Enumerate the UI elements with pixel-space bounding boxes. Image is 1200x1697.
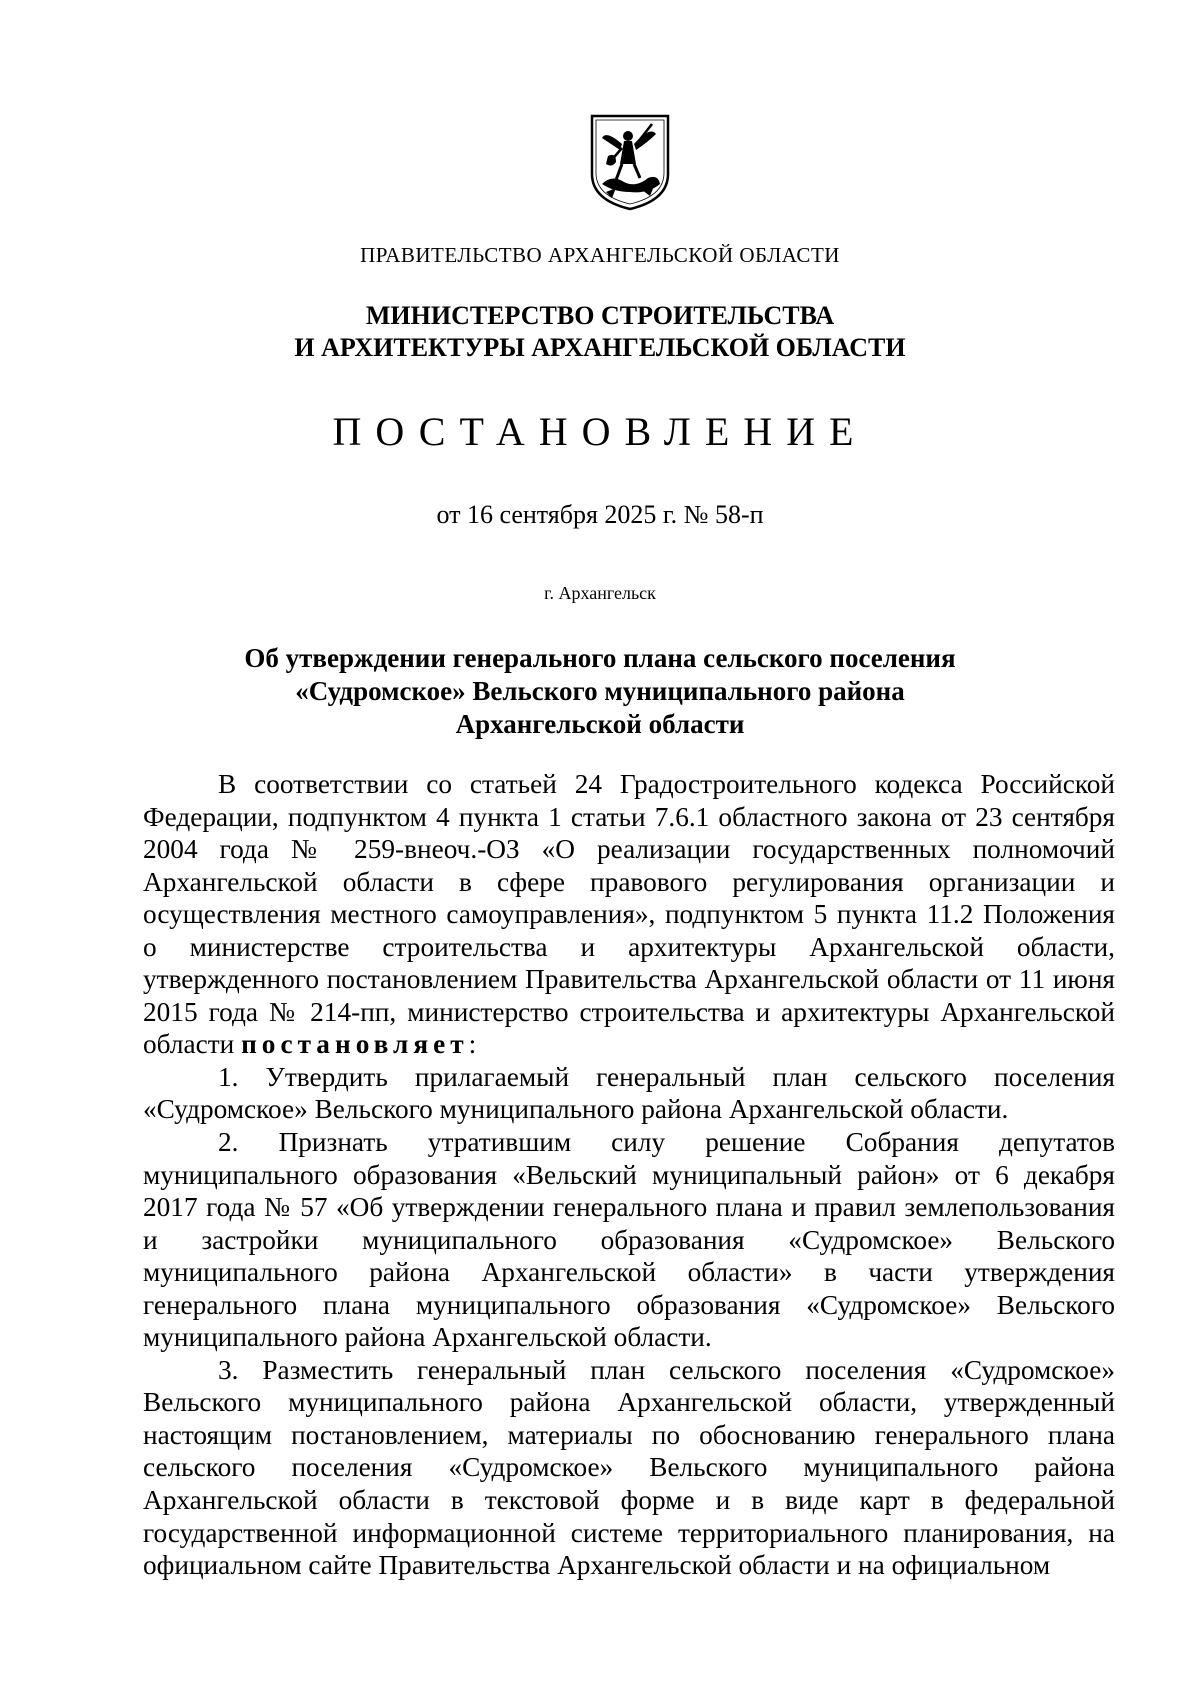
item-2-paragraph: 2. Признать утратившим силу решение Собрания депутатов муниципального образования «Вельский муниципальный район» от 6 декабря 2017 года № 57 «Об утверждении генерального плана и правил землепользования и застройки муниципального образования «Судромское» Вельского муниципального района Архангельской области» в части утверждения генерального плана муниципального образования «Судромское» Вельского муниципального района Архангельской области. bbox=[143, 1127, 1115, 1353]
ministry-name-line2: И АРХИТЕКТУРЫ АРХАНГЕЛЬСКОЙ ОБЛАСТИ bbox=[294, 333, 906, 362]
document-date-number: от 16 сентября 2025 г. № 58-п bbox=[436, 500, 764, 529]
ministry-name bbox=[0, 300, 1200, 364]
item-3-paragraph: 3. Разместить генеральный план сельского поселения «Судромское» Вельского муниципального района Архангельской области, утвержденный настоящим постановлением, материалы по обоснованию генерального плана сельского поселения «Судромское» Вельского муниципального района Архангельской области в текстовой форме и в виде карт в федеральной государственной информационной системе территориального планирования, на официальном сайте Правительства Архангельской области и на официальном bbox=[143, 1354, 1115, 1581]
document-title-line1: Об утверждении генерального плана сельского поселения bbox=[244, 643, 956, 673]
ministry-name-line1: МИНИСТЕРСТВО СТРОИТЕЛЬСТВА bbox=[365, 301, 835, 330]
preamble-paragraph bbox=[143, 768, 1115, 1061]
document-city: г. Архангельск bbox=[544, 583, 656, 603]
item-1-paragraph: 1. Утвердить прилагаемый генеральный план сельского поселения «Судромское» Вельского муниципального района Архангельской области. bbox=[143, 1061, 1115, 1125]
coat-of-arms-emblem bbox=[586, 112, 674, 212]
resolves-colon: : bbox=[468, 1029, 477, 1060]
resolves-word: постановляет bbox=[241, 1029, 469, 1060]
government-name: ПРАВИТЕЛЬСТВО АРХАНГЕЛЬСКОЙ ОБЛАСТИ bbox=[360, 243, 840, 267]
document-title-line2: «Судромское» Вельского муниципального района bbox=[295, 676, 905, 706]
document-body bbox=[143, 768, 1115, 1582]
document-title bbox=[0, 642, 1200, 741]
document-type: ПОСТАНОВЛЕНИЕ bbox=[332, 409, 868, 454]
preamble-text: В соответствии со статьей 24 Градостроительного кодекса Российской Федерации, подпунктом 4 пункта 1 статьи 7.6.1 областного закона от 23 сентября 2004 года № 259-внеоч.-ОЗ «О реализации государственных полномочий Архангельской области в сфере правового регулирования организации и осуществления местного самоуправления», подпунктом 5 пункта 11.2 Положения о министерстве строительства и архитектуры Архангельской области, утвержденного постановлением Правительства Архангельской области от 11 июня 2015 года № 214-пп, министерство строительства и архитектуры Архангельской области bbox=[143, 769, 1115, 1060]
document-title-line3: Архангельской области bbox=[455, 709, 745, 739]
